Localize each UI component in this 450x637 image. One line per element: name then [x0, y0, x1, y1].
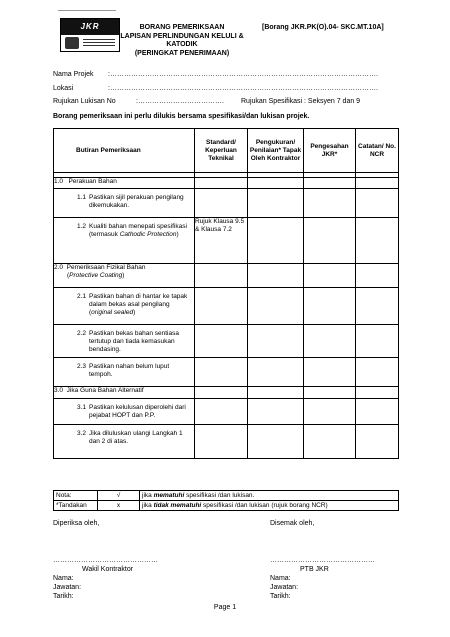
item-2-3-text: Pastikan nahan belum luput tempoh.	[89, 363, 170, 378]
item-2-1-text: Pastikan bahan di hantar ke tapak dalam bekas asal pengilang (original sealed)	[89, 293, 188, 316]
item-3-1-text: Pastikan kelulusan diperolehi dari pejabat HOPT dan P.P.	[89, 404, 186, 419]
page-number: Page 1	[213, 604, 237, 611]
tandakan-label: *Tandakan	[54, 501, 98, 511]
left-signature-line[interactable]: ………………………………………	[53, 557, 158, 564]
left-tarikh: Tarikh:	[53, 593, 74, 600]
inspection-table	[53, 128, 399, 459]
table-row: 3.1 Pastikan kelulusan diperolehi dari pejabat HOPT dan P.P.	[54, 399, 399, 425]
note-row-noncomply	[54, 501, 399, 511]
table-row: 1.1 Pastikan sijil perakuan pengilang dikemukakan.	[54, 189, 399, 218]
note-row-comply	[54, 491, 399, 501]
lokasi-label: Lokasi	[53, 85, 74, 92]
rujukan-lukisan-field[interactable]: :……………………………….	[136, 98, 224, 105]
item-1-2-text: Kualiti bahan menepati spesifikasi (termasuk Cathodic Protection)	[89, 223, 187, 238]
col-standard: Standard/ Keperluan Teknikal	[195, 129, 248, 173]
form-title	[112, 24, 252, 58]
jkr-logo	[60, 18, 120, 52]
title-line-1: BORANG PEMERIKSAAN	[139, 24, 225, 31]
section-row-3	[54, 387, 399, 399]
logo-lines	[83, 39, 115, 40]
lokasi-field[interactable]: :…………………………………………………………………………………………………….	[108, 85, 378, 92]
note-label: Nota:	[54, 491, 98, 501]
left-jawatan: Jawatan:	[53, 584, 82, 591]
note-table	[53, 490, 399, 511]
instruction-text: Borang pemeriksaan ini perlu dilukis bersama spesifikasi/dan lukisan projek.	[53, 113, 310, 120]
section-row-2	[54, 264, 399, 288]
item-3-2-text: Jika diluluskan ulangi Langkah 1 dan 2 di atas.	[89, 430, 183, 445]
header-rule	[58, 10, 116, 11]
projek-label: Nama Projek	[53, 71, 94, 78]
tick-symbol: √	[98, 491, 140, 501]
left-nama: Nama:	[53, 575, 74, 582]
col-catatan: Catatan/ No. NCR	[356, 129, 399, 173]
wakil-kontraktor-label: Wakil Kontraktor	[82, 566, 134, 573]
table-row: 3.2 Jika diluluskan ulangi Langkah 1 dan 2 di atas.	[54, 425, 399, 459]
diperiksa-label: Diperiksa oleh,	[53, 520, 100, 527]
title-line-3: KATODIK	[166, 41, 198, 49]
item-1-2-standard: Rujuk Klausa 9.5 & Klausa 7.2	[195, 218, 248, 264]
ptb-jkr-label: PTB JKR	[300, 566, 329, 573]
table-row: 2.3 Pastikan nahan belum luput tempoh.	[54, 358, 399, 387]
col-pengesahan: Pengesahan JKR*	[304, 129, 356, 173]
disemak-label: Disemak oleh,	[270, 520, 315, 527]
rujukan-spesifikasi: Rujukan Spesifikasi : Seksyen 7 dan 9	[241, 98, 361, 105]
right-signature-line[interactable]: ………………………………………	[270, 557, 375, 564]
right-nama: Nama:	[270, 575, 291, 582]
table-header-row	[54, 129, 399, 173]
right-tarikh: Tarikh:	[270, 593, 291, 600]
item-2-2-text: Pastikan bekas bahan sentiasa tertutup dan tiada kemasukan bendasing.	[89, 330, 179, 353]
title-line-4: (PERINGKAT PENERIMAAN)	[134, 49, 230, 57]
rujukan-lukisan-label: Rujukan Lukisan No	[53, 98, 116, 105]
col-butiran: Butiran Pemeriksaan	[54, 129, 195, 173]
table-row: 2.2 Pastikan bekas bahan sentiasa tertutup dan tiada kemasukan bendasing.	[54, 325, 399, 358]
table-row: 2.1 Pastikan bahan di hantar ke tapak dalam bekas asal pengilang (original sealed)	[54, 288, 399, 325]
section-3-title: 3.0 Jika Guna Bahan Alternatif	[54, 387, 195, 399]
projek-field[interactable]: :…………………………………………………………………………………………………….	[108, 71, 378, 78]
note-comply-text: jika mematuhi spesifikasi /dan lukisan.	[140, 491, 399, 501]
section-2-title: 2.0 Pemeriksaan Fizikal Bahan (Protective Coating)	[54, 264, 195, 288]
section-1-title: 1.0 Perakuan Bahan	[54, 178, 195, 189]
emblem-icon	[65, 37, 79, 49]
col-pengukuran: Pengukuran/ Penilaian* Tapak Oleh Kontraktor	[248, 129, 304, 173]
section-row-1	[54, 178, 399, 189]
logo-text: JKR	[80, 22, 100, 31]
note-noncomply-text: jika tidak mematuhi spesifikasi /dan lukisan (rujuk borang NCR)	[140, 501, 399, 511]
table-row: 1.2 Kualiti bahan menepati spesifikasi (termasuk Cathodic Protection) Rujuk Klausa 9.5 & Klausa 7.2	[54, 218, 399, 264]
item-1-1-text: Pastikan sijil perakuan pengilang dikemukakan.	[89, 194, 184, 209]
cross-symbol: x	[98, 501, 140, 511]
form-code: [Borang JKR.PK(O).04- SKC.MT.10A]	[262, 24, 384, 31]
title-line-2: LAPISAN PERLINDUNGAN KELULI &	[120, 32, 244, 40]
right-jawatan: Jawatan:	[270, 584, 299, 591]
